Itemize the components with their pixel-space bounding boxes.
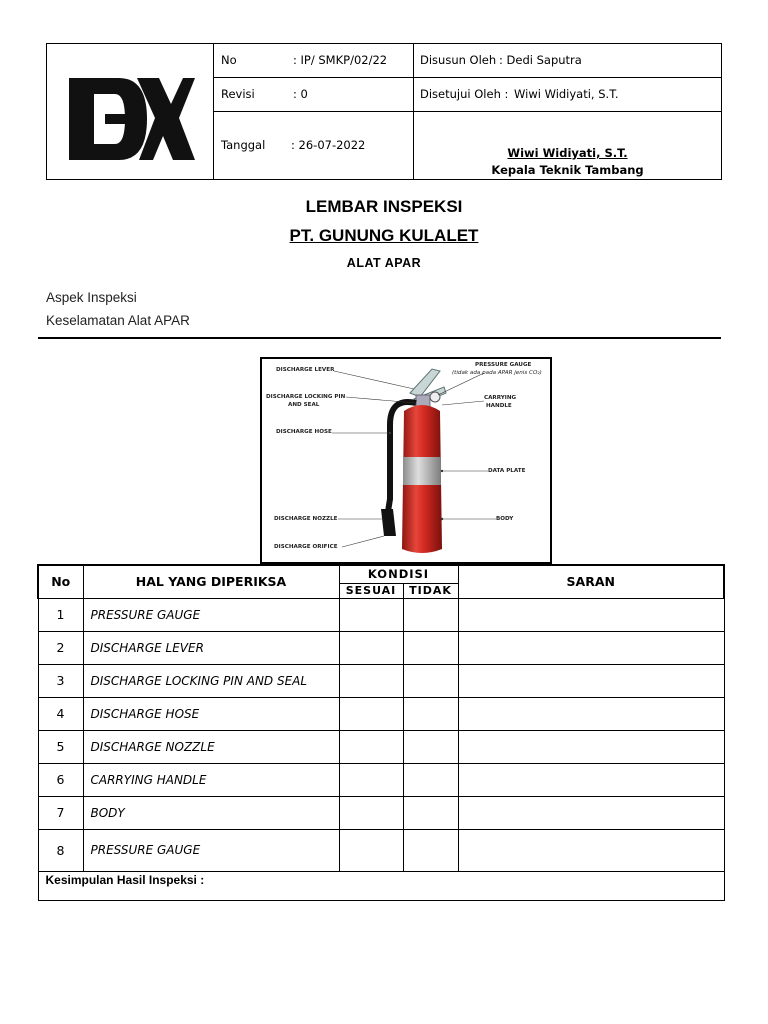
- row-item: CARRYING HANDLE: [83, 763, 339, 796]
- extinguisher-diagram: [260, 357, 552, 564]
- inspection-table: [37, 564, 723, 901]
- label-discharge-hose: DISCHARGE HOSE: [276, 429, 332, 435]
- table-row: [38, 829, 724, 871]
- signer-name: Wiwi Widiyati, S.T.: [507, 146, 628, 160]
- row-number: 2: [38, 631, 83, 664]
- label-discharge-nozzle: DISCHARGE NOZZLE: [274, 516, 338, 522]
- equipment-name: ALAT APAR: [346, 256, 422, 270]
- company-logo: [67, 76, 197, 162]
- document-title: LEMBAR INSPEKSI: [305, 197, 463, 216]
- table-row: [38, 631, 724, 664]
- company-name: PT. GUNUNG KULALET: [289, 226, 479, 245]
- saran-cell[interactable]: [458, 598, 724, 631]
- saran-cell[interactable]: [458, 730, 724, 763]
- sesuai-cell[interactable]: [339, 796, 403, 829]
- tidak-cell[interactable]: [403, 829, 458, 871]
- row-item: DISCHARGE LEVER: [83, 631, 339, 664]
- prepared-by-label: Disusun Oleh: [420, 53, 497, 67]
- tidak-cell[interactable]: [403, 598, 458, 631]
- table-row: [38, 598, 724, 631]
- sesuai-cell[interactable]: [339, 598, 403, 631]
- revision-label: Revisi: [221, 87, 255, 101]
- row-item: BODY: [83, 796, 339, 829]
- sesuai-cell[interactable]: [339, 829, 403, 871]
- sesuai-cell[interactable]: [339, 763, 403, 796]
- row-item: PRESSURE GAUGE: [83, 598, 339, 631]
- row-item: DISCHARGE NOZZLE: [83, 730, 339, 763]
- sesuai-cell[interactable]: [339, 730, 403, 763]
- col-header-kondisi: KONDISI: [339, 565, 458, 583]
- approved-by-label: Disetujui Oleh :: [420, 87, 509, 101]
- doc-number-value: : IP/ SMKP/02/22: [293, 53, 388, 67]
- doc-number-label: No: [221, 53, 237, 67]
- row-number: 1: [38, 598, 83, 631]
- revision-value: : 0: [293, 87, 308, 101]
- label-pressure-note: (tidak ada pada APAR jenis CO₂): [452, 370, 542, 376]
- saran-cell[interactable]: [458, 664, 724, 697]
- row-item: DISCHARGE HOSE: [83, 697, 339, 730]
- label-pressure-gauge: PRESSURE GAUGE: [475, 362, 532, 368]
- label-carrying-2: HANDLE: [486, 403, 512, 409]
- table-row: [38, 730, 724, 763]
- row-number: 6: [38, 763, 83, 796]
- inspection-aspect-value: Keselamatan Alat APAR: [46, 313, 190, 328]
- row-item: DISCHARGE LOCKING PIN AND SEAL: [83, 664, 339, 697]
- col-header-item: HAL YANG DIPERIKSA: [83, 565, 339, 598]
- inspection-aspect-label: Aspek Inspeksi: [46, 290, 137, 305]
- row-item: PRESSURE GAUGE: [83, 829, 339, 871]
- label-carrying-1: CARRYING: [484, 395, 517, 401]
- label-locking-pin-2: AND SEAL: [288, 402, 320, 408]
- table-row: [38, 763, 724, 796]
- saran-cell[interactable]: [458, 763, 724, 796]
- tidak-cell[interactable]: [403, 730, 458, 763]
- label-locking-pin-1: DISCHARGE LOCKING PIN: [266, 394, 346, 400]
- label-discharge-orifice: DISCHARGE ORIFICE: [274, 544, 338, 550]
- row-number: 4: [38, 697, 83, 730]
- tidak-cell[interactable]: [403, 763, 458, 796]
- table-row: [38, 796, 724, 829]
- saran-cell[interactable]: [458, 829, 724, 871]
- table-row: [38, 664, 724, 697]
- conclusion-field[interactable]: [38, 871, 724, 900]
- date-label: Tanggal: [221, 138, 266, 152]
- tidak-cell[interactable]: [403, 697, 458, 730]
- col-header-tidak: TIDAK: [403, 583, 458, 598]
- saran-cell[interactable]: [458, 796, 724, 829]
- conclusion-label: Kesimpulan Hasil Inspeksi :: [45, 872, 205, 887]
- table-row: [38, 697, 724, 730]
- row-number: 5: [38, 730, 83, 763]
- fire-extinguisher-icon: [262, 359, 550, 562]
- tidak-cell[interactable]: [403, 796, 458, 829]
- tidak-cell[interactable]: [403, 631, 458, 664]
- col-header-sesuai: SESUAI: [339, 583, 403, 598]
- label-discharge-lever: DISCHARGE LEVER: [276, 367, 335, 373]
- section-divider: [38, 337, 721, 339]
- signer-title: Kepala Teknik Tambang: [491, 163, 644, 177]
- date-value: : 26-07-2022: [291, 138, 366, 152]
- row-number: 7: [38, 796, 83, 829]
- row-number: 3: [38, 664, 83, 697]
- sesuai-cell[interactable]: [339, 697, 403, 730]
- saran-cell[interactable]: [458, 697, 724, 730]
- label-body: BODY: [496, 516, 514, 522]
- col-header-no: No: [38, 565, 83, 598]
- document-header: [46, 43, 722, 180]
- sesuai-cell[interactable]: [339, 664, 403, 697]
- label-data-plate: DATA PLATE: [488, 468, 526, 474]
- col-header-saran: SARAN: [458, 565, 724, 598]
- saran-cell[interactable]: [458, 631, 724, 664]
- tidak-cell[interactable]: [403, 664, 458, 697]
- approved-by-value: Wiwi Widiyati, S.T.: [514, 87, 619, 101]
- row-number: 8: [38, 829, 83, 871]
- sesuai-cell[interactable]: [339, 631, 403, 664]
- prepared-by-value: : Dedi Saputra: [499, 53, 582, 67]
